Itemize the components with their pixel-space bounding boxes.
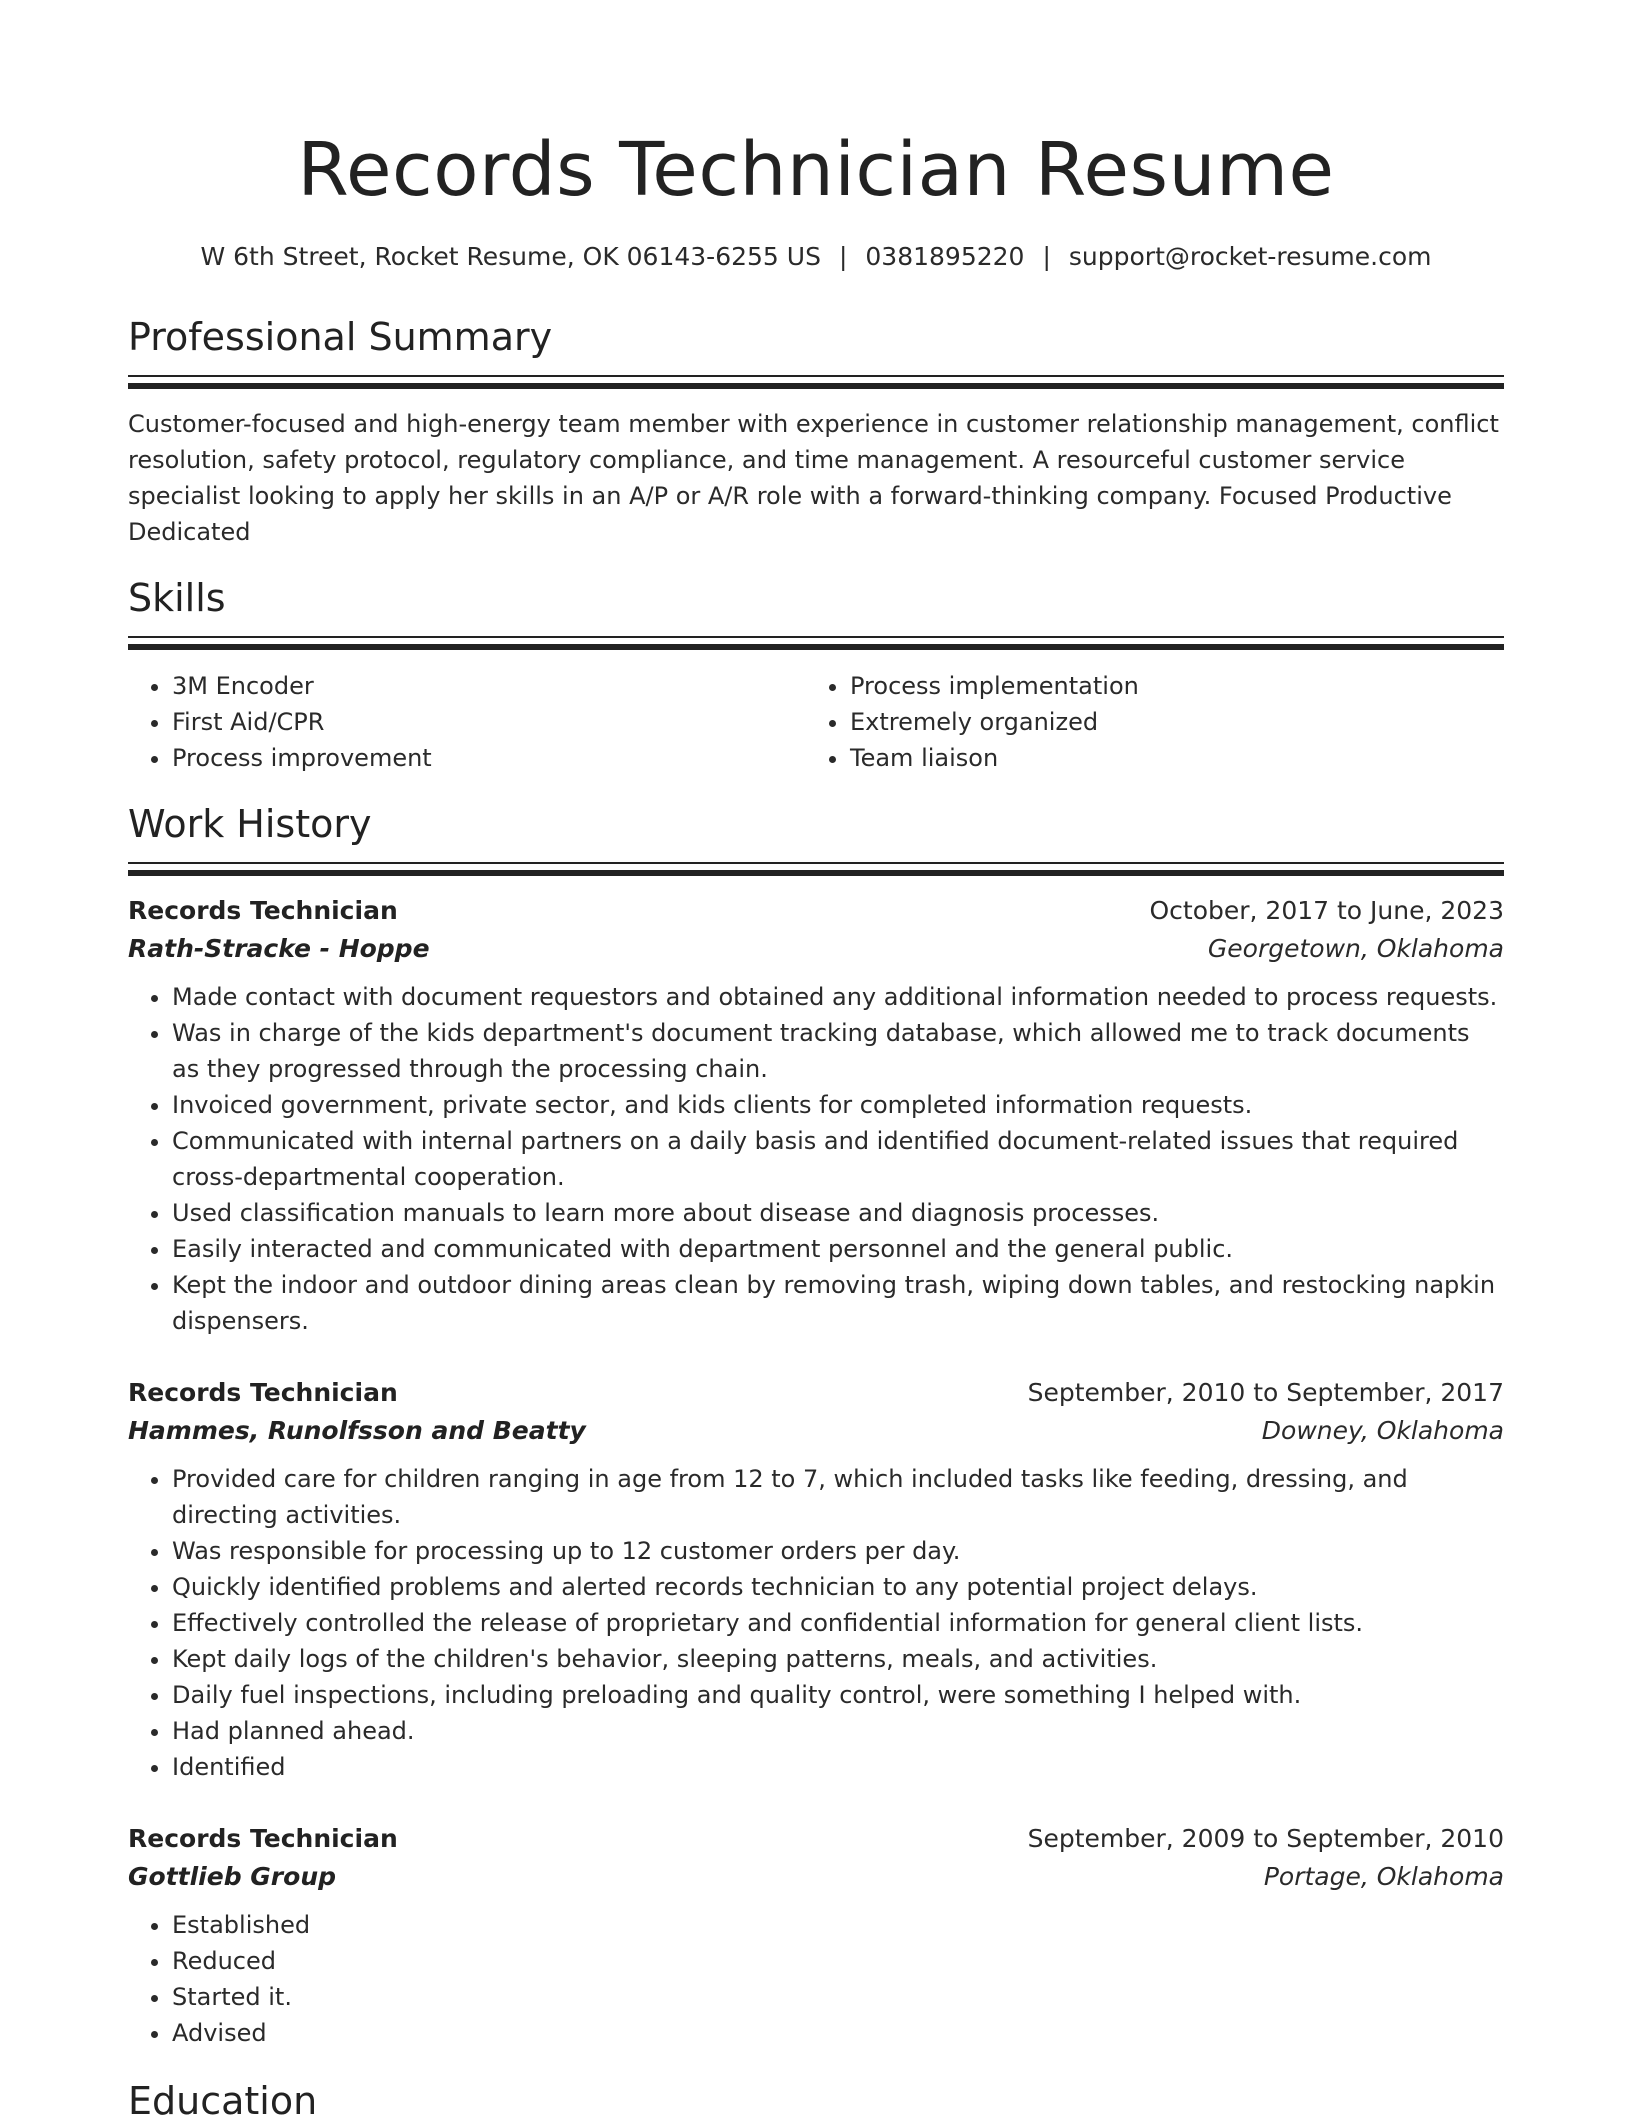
- section-heading: Work History: [128, 802, 372, 846]
- section-education: [128, 2077, 1504, 2125]
- email-link[interactable]: support@rocket-resume.com: [1068, 242, 1432, 271]
- resume-page: [128, 0, 1504, 2123]
- job-bullets: [128, 1907, 1504, 2051]
- divider: [128, 870, 1504, 876]
- job-header: [128, 1375, 1504, 1411]
- job-header: [128, 893, 1504, 929]
- divider: [128, 644, 1504, 650]
- list-item: • Provided care for children ranging in age from 12 to 7, which included tasks like feeding, dressing, and directing activities.: [172, 1461, 1504, 1533]
- job-company: Rath-Stracke - Hoppe: [128, 934, 430, 963]
- skills-list: [128, 668, 1504, 776]
- list-item: • Identified: [172, 1749, 1504, 1785]
- section-heading: Skills: [128, 576, 226, 620]
- divider: [128, 636, 1504, 638]
- list-item: • Effectively controlled the release of proprietary and confidential information for general client lists.: [172, 1605, 1504, 1641]
- job-header: [128, 1821, 1504, 1857]
- divider: [128, 383, 1504, 389]
- summary-text: Customer-focused and high-energy team member with experience in customer relationship management, conflict resolution, safety protocol, regulatory compliance, and time management. A resourceful customer service specialist looking to apply her skills in an A/P or A/R role with a forward-thinking company. Focused Productive Dedicated: [128, 410, 1499, 546]
- contact-line: [128, 240, 1504, 274]
- list-item: • Used classification manuals to learn more about disease and diagnosis processes.: [172, 1195, 1504, 1231]
- list-item: • Was responsible for processing up to 12 customer orders per day.: [172, 1533, 1504, 1569]
- job-bullets: [128, 979, 1504, 1339]
- divider: [128, 375, 1504, 377]
- job-company: Hammes, Runolfsson and Beatty: [128, 1416, 586, 1445]
- job-bullets: [128, 1461, 1504, 1785]
- list-item: • Kept the indoor and outdoor dining areas clean by removing trash, wiping down tables, and restocking napkin dispensers.: [172, 1267, 1504, 1339]
- job-dates: October, 2017 to June, 2023: [1149, 896, 1504, 925]
- section-summary: [128, 313, 1504, 550]
- section-heading: Professional Summary: [128, 315, 553, 359]
- job-subheader: [128, 929, 1504, 969]
- divider: [128, 862, 1504, 864]
- address: W 6th Street, Rocket Resume, OK 06143-6255 US: [200, 242, 821, 271]
- skill-item: • 3M Encoder: [172, 668, 806, 704]
- separator: |: [838, 242, 848, 271]
- skill-item: • Team liaison: [850, 740, 1484, 776]
- job-subheader: [128, 1857, 1504, 1897]
- job-location: Downey, Oklahoma: [1261, 1416, 1504, 1445]
- list-item: • Invoiced government, private sector, and kids clients for completed information requests.: [172, 1087, 1504, 1123]
- skill-item: • Process improvement: [172, 740, 806, 776]
- job-entry: [128, 1375, 1504, 1785]
- job-company: Gottlieb Group: [128, 1862, 337, 1891]
- list-item: • Started it.: [172, 1979, 1504, 2015]
- section-heading: Education: [128, 2079, 318, 2123]
- job-dates: September, 2009 to September, 2010: [1027, 1824, 1504, 1853]
- skills-column-right: [806, 668, 1484, 776]
- skill-item: • Extremely organized: [850, 704, 1484, 740]
- phone: 0381895220: [865, 242, 1025, 271]
- list-item: • Communicated with internal partners on a daily basis and identified document-related issues that required cross-departmental cooperation.: [172, 1123, 1504, 1195]
- list-item: • Reduced: [172, 1943, 1504, 1979]
- page-title: Records Technician Resume: [297, 127, 1335, 213]
- job-location: Portage, Oklahoma: [1263, 1862, 1504, 1891]
- job-entry: [128, 893, 1504, 1339]
- section-skills: [128, 574, 1504, 776]
- skill-item: • Process implementation: [850, 668, 1484, 704]
- job-title: Records Technician: [128, 1378, 398, 1407]
- list-item: • Advised: [172, 2015, 1504, 2051]
- skill-item: • First Aid/CPR: [172, 704, 806, 740]
- job-title: Records Technician: [128, 1824, 398, 1853]
- skills-column-left: [128, 668, 806, 776]
- job-subheader: [128, 1411, 1504, 1451]
- job-dates: September, 2010 to September, 2017: [1027, 1378, 1504, 1407]
- list-item: • Quickly identified problems and alerted records technician to any potential project delays.: [172, 1569, 1504, 1605]
- list-item: • Had planned ahead.: [172, 1713, 1504, 1749]
- job-location: Georgetown, Oklahoma: [1207, 934, 1504, 963]
- job-entry: [128, 1821, 1504, 2051]
- separator: |: [1042, 242, 1051, 271]
- list-item: • Daily fuel inspections, including preloading and quality control, were something I helped with.: [172, 1677, 1504, 1713]
- job-title: Records Technician: [128, 896, 398, 925]
- section-work-history: [128, 800, 1504, 2051]
- list-item: • Easily interacted and communicated with department personnel and the general public.: [172, 1231, 1504, 1267]
- list-item: • Made contact with document requestors and obtained any additional information needed to process requests.: [172, 979, 1504, 1015]
- list-item: • Kept daily logs of the children's behavior, sleeping patterns, meals, and activities.: [172, 1641, 1504, 1677]
- list-item: • Was in charge of the kids department's document tracking database, which allowed me to track documents as they progressed through the processing chain.: [172, 1015, 1504, 1087]
- list-item: • Established: [172, 1907, 1504, 1943]
